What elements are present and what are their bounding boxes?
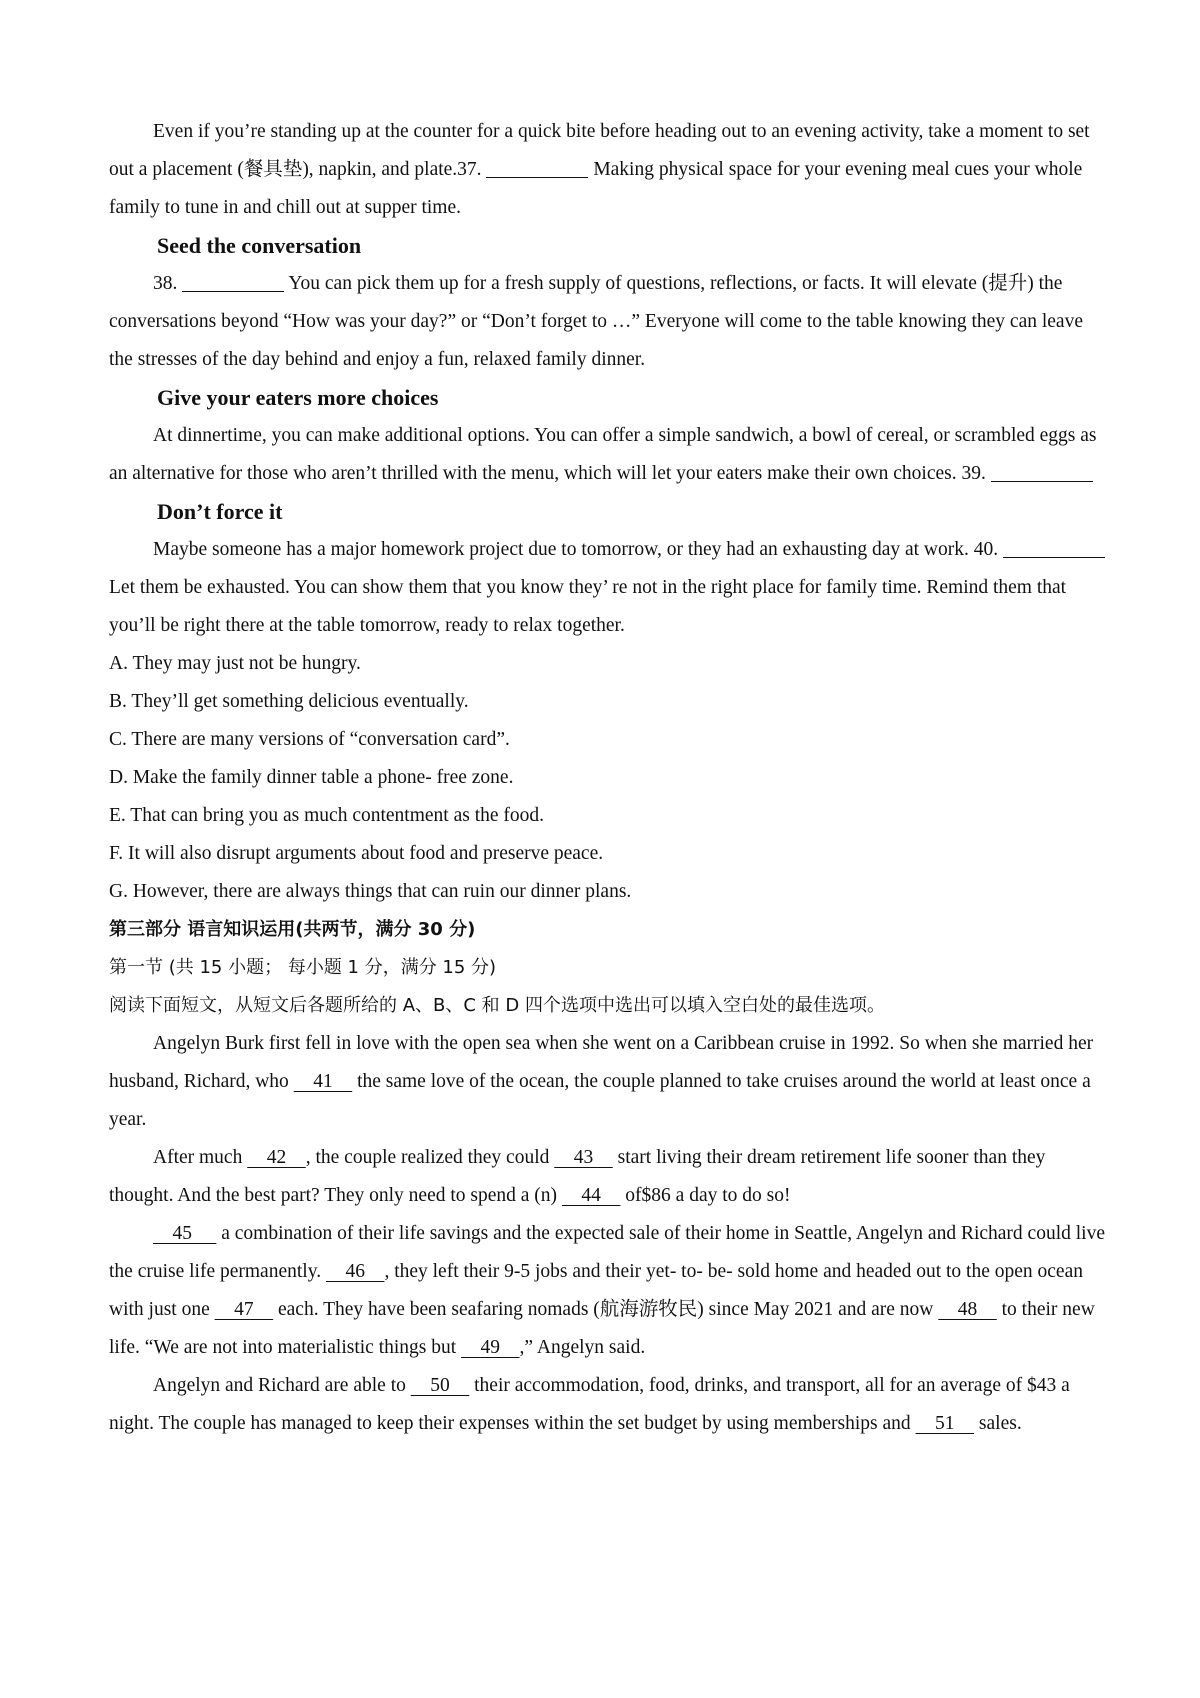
cloze-paragraph-2 [109, 1139, 1109, 1215]
blank-50[interactable]: 50 [410, 1375, 470, 1396]
cloze-text: of$86 a day to do so! [620, 1185, 791, 1206]
blank-39[interactable] [991, 461, 1093, 482]
blank-51[interactable]: 51 [915, 1413, 975, 1434]
cloze-text: ,” Angelyn said. [519, 1337, 646, 1358]
cloze-paragraph-3 [109, 1215, 1109, 1367]
option-b: B. They’ll get something delicious eventually. [109, 691, 469, 712]
section1-title: 第一节 (共 15 小题； 每小题 1 分，满分 15 分) [109, 957, 497, 978]
p4-text-b: Let them be exhausted. You can show them that you know they’ re not in the right place for family time. Remind them that you’ll be right there at the table tomorrow, ready to relax together. [109, 577, 1067, 636]
paragraph-placemat [109, 113, 1109, 227]
option-e: E. That can bring you as much contentment as the food. [109, 805, 545, 826]
paragraph-choices [109, 417, 1109, 493]
heading-seed-conversation: Seed the conversation [157, 233, 362, 258]
blank-38[interactable] [182, 271, 284, 292]
option-a: A. They may just not be hungry. [109, 653, 361, 674]
cloze-text: to their new life. “We are not into materialistic things but [109, 1299, 1095, 1358]
option-c: C. There are many versions of “conversation card”. [109, 729, 510, 750]
cloze-paragraph-1 [109, 1025, 1109, 1139]
reading-section [109, 113, 1109, 1443]
cloze-text: each. They have been seafaring nomads (航海游牧民) since May 2021 and are now [273, 1299, 939, 1320]
blank-44[interactable]: 44 [561, 1185, 621, 1206]
blank-47[interactable]: 47 [214, 1299, 274, 1320]
cloze-text: , the couple realized they could [305, 1147, 555, 1168]
instruction-text: 阅读下面短文，从短文后各题所给的 A、B、C 和 D 四个选项中选出可以填入空白处的最佳选项。 [109, 995, 885, 1016]
p2-text-a: 38. [153, 273, 183, 294]
p3-text-a: At dinnertime, you can make additional options. You can offer a simple sandwich, a bowl of cereal, or scrambled eggs as an alternative for those who aren’t thrilled with the menu, which will let your eaters make their own choices. 39. [109, 425, 1097, 484]
cloze-text: sales. [974, 1413, 1022, 1434]
p1-text-a: Even if you’re standing up at the counter for a quick bite before heading out to an evening activity, take a moment to set out a placement (餐具垫), napkin, and plate.37. [109, 121, 1090, 180]
cloze-text: , they left their 9-5 jobs and their yet- to- be- sold home and headed out to the open ocean with just one [109, 1261, 1083, 1320]
part3-title: 第三部分 语言知识运用(共两节，满分 30 分) [109, 919, 476, 940]
option-d: D. Make the family dinner table a phone- free zone. [109, 767, 514, 788]
blank-42[interactable]: 42 [247, 1147, 306, 1168]
blank-46[interactable]: 46 [325, 1261, 385, 1282]
option-f: F. It will also disrupt arguments about food and preserve peace. [109, 843, 604, 864]
cloze-text: After much [153, 1147, 248, 1168]
p2-text-b: You can pick them up for a fresh supply of questions, reflections, or facts. It will elevate (提升) the conversations beyond “How was your day?” or “Don’t forget to …” Everyone will come to the table knowing they can leave the stresses of the day behind and enjoy a fun, relaxed family dinner. [109, 273, 1083, 370]
p1-text-b: Making physical space for your evening meal cues your whole family to tune in and chill out at supper time. [109, 159, 1083, 218]
blank-40[interactable] [1003, 537, 1105, 558]
heading-more-choices: Give your eaters more choices [157, 385, 439, 410]
blank-49[interactable]: 49 [461, 1337, 520, 1358]
heading-dont-force: Don’t force it [157, 499, 283, 524]
cloze-text: start living their dream retirement life sooner than they thought. And the best part? They only need to spend a (n) [109, 1147, 1046, 1206]
blank-45[interactable]: 45 [153, 1223, 217, 1244]
option-g: G. However, there are always things that can ruin our dinner plans. [109, 881, 632, 902]
blank-48[interactable]: 48 [938, 1299, 997, 1320]
paragraph-conversation [109, 265, 1109, 379]
blank-41[interactable]: 41 [293, 1071, 353, 1092]
cloze-text: Angelyn and Richard are able to [153, 1375, 411, 1396]
cloze-text: a combination of their life savings and the expected sale of their home in Seattle, Angelyn and Richard could live the cruise life permanently. [109, 1223, 1105, 1282]
cloze-text: their accommodation, food, drinks, and transport, all for an average of $43 a night. The couple has managed to keep their expenses within the set budget by using memberships and [109, 1375, 1070, 1434]
cloze-text: the same love of the ocean, the couple planned to take cruises around the world at least once a year. [109, 1071, 1091, 1130]
paragraph-dont-force [109, 531, 1109, 645]
cloze-text: Angelyn Burk first fell in love with the open sea when she went on a Caribbean cruise in 1992. So when she married her husband, Richard, who [109, 1033, 1094, 1092]
blank-43[interactable]: 43 [554, 1147, 613, 1168]
cloze-paragraph-4 [109, 1367, 1109, 1443]
blank-37[interactable] [486, 157, 588, 178]
p4-text-a: Maybe someone has a major homework project due to tomorrow, or they had an exhausting day at work. 40. [153, 539, 1004, 560]
